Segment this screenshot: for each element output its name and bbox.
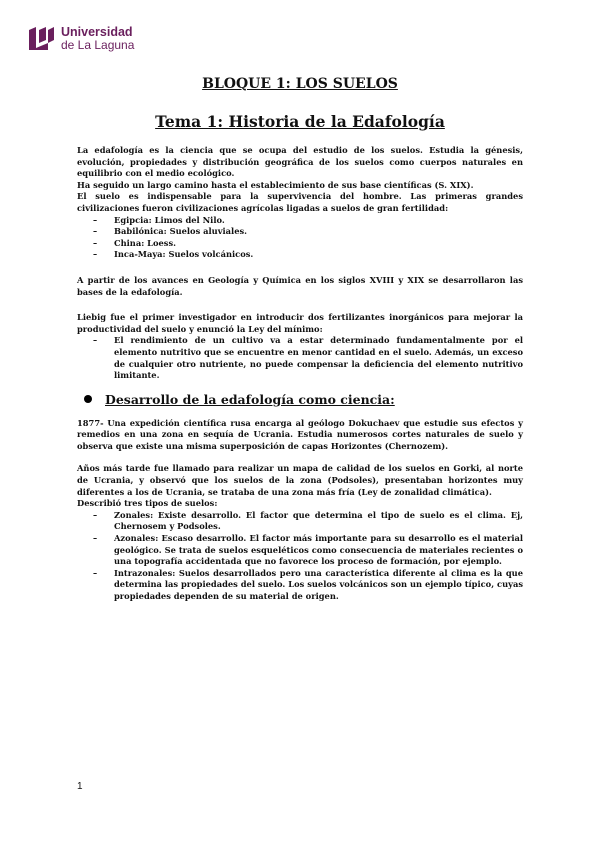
civilizations-list bbox=[77, 215, 523, 261]
soil-types-intro: Describió tres tipos de suelos: bbox=[77, 498, 218, 509]
list-item: – China: Loess. bbox=[77, 238, 523, 250]
list-item: – Zonales: Existe desarrollo. El factor que determina el tipo de suelo es el clima. Ej, Chernosem y Podsoles. bbox=[77, 510, 523, 533]
bullet-icon bbox=[84, 395, 92, 403]
section-body bbox=[77, 418, 523, 603]
intro-paragraph-1: La edafología es la ciencia que se ocupa del estudio de los suelos. Estudia la génesis, evolución, propiedades y distribución geográfica de los suelos como cuerpos naturales en equilibrio con el medio ecológico. bbox=[77, 145, 523, 179]
list-item: – Intrazonales: Suelos desarrollados pero una característica diferente al clima es la que determina las propiedades del suelo. Los suelos volcánicos son un ejemplo típico, cuyas propiedades dependen de su material de origen. bbox=[77, 568, 523, 603]
document-body bbox=[77, 145, 523, 382]
document-title: BLOQUE 1: LOS SUELOS bbox=[202, 76, 398, 92]
page-number: 1 bbox=[77, 781, 83, 792]
advances-paragraph: A partir de los avances en Geología y Química en los siglos XVIII y XIX se desarrollaron las bases de la edafología. bbox=[77, 274, 523, 297]
topic-title: Tema 1: Historia de la Edafología bbox=[155, 112, 445, 131]
intro-paragraph-2: Ha seguido un largo camino hasta el establecimiento de sus base científicas (S. XIX). bbox=[77, 179, 474, 190]
university-logo bbox=[28, 26, 134, 52]
list-item: – Babilónica: Suelos aluviales. bbox=[77, 226, 523, 238]
document-page bbox=[77, 70, 523, 603]
list-item: – Inca-Maya: Suelos volcánicos. bbox=[77, 249, 523, 261]
paragraph-1877: 1877- Una expedición científica rusa encarga al geólogo Dokuchaev que estudie sus efectos y remedios en una zona en sequía de Ucrania. Estudia numerosos cortes naturales de suelo y observa que existe una misma superposición de capas Horizontes (Chernozem). bbox=[77, 417, 523, 451]
logo-text bbox=[61, 26, 134, 52]
paragraph-gorki: Años más tarde fue llamado para realizar un mapa de calidad de los suelos en Gorki, al norte de Ucrania, y observó que los suelos de la zona (Podsoles), presentaban horizontes muy diferentes a los de Ucrania, se trataba de una zona más fría (Ley de zonalidad climática). bbox=[77, 463, 523, 497]
section-heading bbox=[77, 392, 523, 407]
logo-line-1: Universidad bbox=[61, 25, 133, 39]
ull-logo-icon bbox=[28, 27, 55, 51]
list-item: – Egipcia: Limos del Nilo. bbox=[77, 215, 523, 227]
list-item: – El rendimiento de un cultivo va a estar determinado fundamentalmente por el elemento nutritivo que se encuentre en menor cantidad en el suelo. Además, un exceso de cualquier otro nutriente, no puede compensar la deficiencia del elemento nutritivo limitante. bbox=[77, 335, 523, 381]
liebig-list bbox=[77, 335, 523, 381]
intro-paragraph-3: El suelo es indispensable para la supervivencia del hombre. Las primeras grandes civilizaciones fueron civilizaciones agrícolas ligadas a suelos de gran fertilidad: bbox=[77, 191, 523, 213]
soil-types-list bbox=[77, 510, 523, 603]
logo-line-2: de La Laguna bbox=[61, 38, 135, 52]
list-item: – Azonales: Escaso desarrollo. El factor más importante para su desarrollo es el material geológico. Se trata de suelos esqueléticos como consecuencia de materiales recientes o una topografía accidentada que no favorece los proceso de formación, por ejemplo. bbox=[77, 533, 523, 568]
liebig-paragraph: Liebig fue el primer investigador en introducir dos fertilizantes inorgánicos para mejorar la productividad del suelo y enunció la Ley del mínimo: bbox=[77, 312, 523, 334]
section-title: Desarrollo de la edafología como ciencia: bbox=[105, 391, 395, 407]
